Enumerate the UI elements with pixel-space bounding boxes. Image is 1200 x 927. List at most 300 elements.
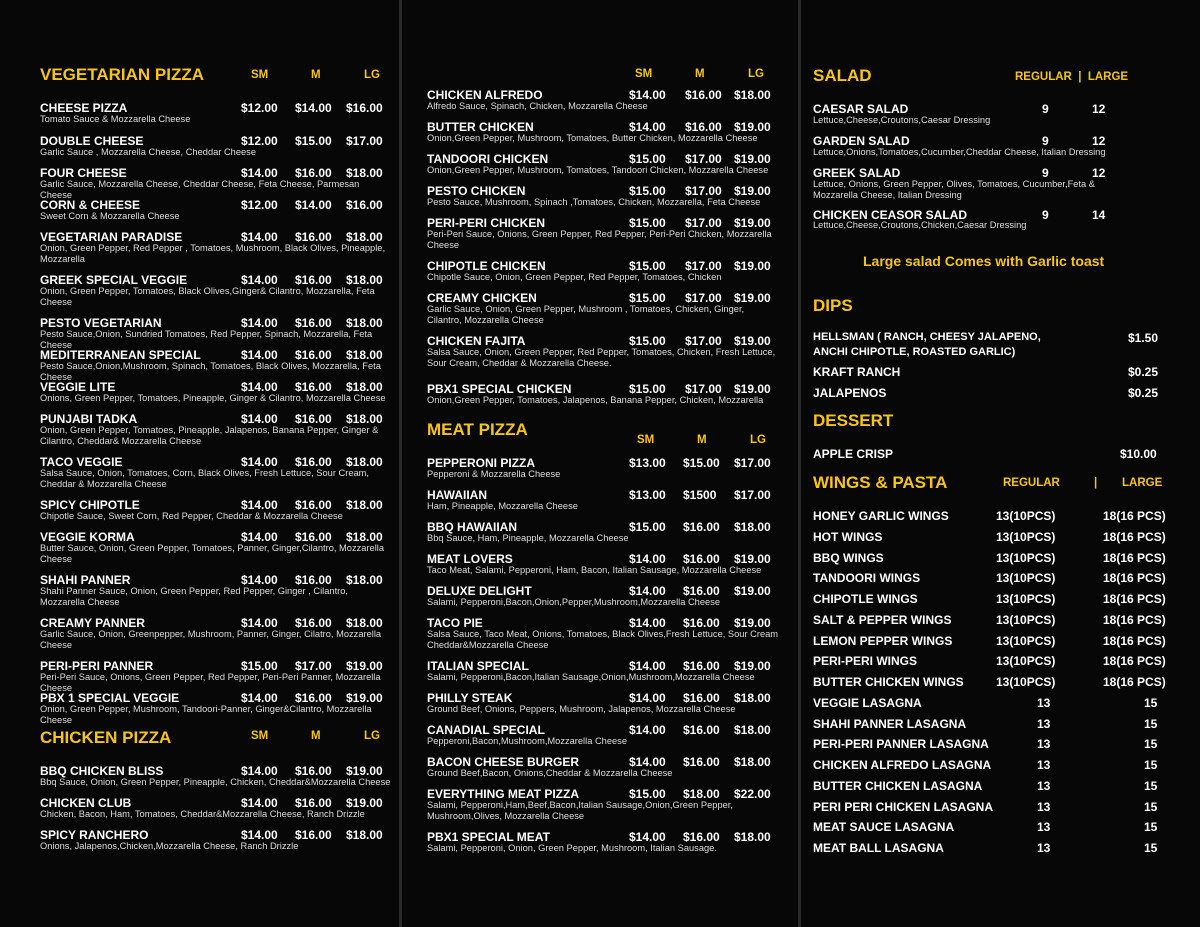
menu-item-name: PERI-PERI PANNER [40, 659, 154, 673]
menu-item-description: Garlic Sauce, Onion, Greenpepper, Mushroom, Panner, Ginger, Cilatro, Mozzarella Cheese [40, 629, 382, 650]
menu-item-price: 18(16 PCS) [1103, 675, 1166, 689]
menu-item-price: 13(10PCS) [996, 509, 1056, 523]
menu-item-price: $13.00 [629, 456, 666, 470]
menu-item-price: $18.00 [346, 230, 383, 244]
panel-middle [402, 0, 798, 927]
menu-item-name: CHICKEN FAJITA [427, 334, 526, 348]
menu-item-price: 15 [1144, 695, 1158, 710]
menu-item-description: Onions, Jalapenos,Chicken,Mozzarella Cheese, Ranch Drizzle [40, 841, 299, 851]
menu-item-price: $15.00 [629, 520, 666, 534]
menu-item-name: MEDITERRANEAN SPECIAL [40, 348, 201, 362]
menu-item-price: $19.00 [734, 616, 771, 630]
salad-note: Large salad Comes with Garlic toast [863, 253, 1105, 269]
menu-item-price: $16.00 [295, 273, 332, 287]
menu-item-price: 13(10PCS) [996, 550, 1056, 565]
menu-item-description: Lettuce,Cheese,Croutons,Caesar Dressing [813, 115, 991, 125]
menu-item-price: $14.00 [241, 796, 278, 810]
menu-item-price: $19.00 [734, 259, 771, 273]
menu-item-price: $16.00 [683, 659, 720, 673]
menu-item-price: $16.00 [683, 552, 720, 566]
menu-item-price: $18.00 [346, 573, 383, 587]
menu-item-name: PHILLY STEAK [427, 691, 513, 705]
menu-item-price: $18.00 [346, 316, 383, 330]
menu-item-description: Ground Beef, Onions, Peppers, Mushroom, Jalapenos, Mozzarella Cheese [427, 704, 736, 714]
menu-item-name: CORN & CHEESE [40, 198, 141, 212]
menu-item-name: CHICKEN CLUB [40, 796, 132, 810]
menu-item-price: $14.00 [241, 530, 278, 544]
menu-item-price: $19.00 [734, 334, 771, 348]
menu-item-price: $16.00 [683, 584, 720, 598]
menu-item-name: GARDEN SALAD [813, 134, 910, 148]
menu-item-price: $16.00 [683, 616, 720, 630]
column-header: SM [251, 69, 269, 81]
menu-item-price: $16.00 [295, 828, 332, 842]
menu-item-price: 13 [1037, 778, 1051, 793]
menu-item-price: $16.00 [295, 380, 332, 394]
menu-item-name: BUTTER CHICKEN LASAGNA [813, 778, 983, 793]
menu-item-price: $12.00 [241, 198, 278, 212]
section-title: DIPS [813, 296, 853, 315]
column-header: M [311, 730, 321, 742]
menu-item-description: Garlic Sauce, Onion, Green Pepper, Mushroom , Tomatoes, Chicken, Ginger, Cilantro, Mozzarella Cheese [427, 304, 745, 325]
menu-item-name: DOUBLE CHEESE [40, 134, 144, 148]
menu-item-name: MEAT SAUCE LASAGNA [813, 820, 955, 835]
menu-item-price: $18.00 [734, 723, 771, 737]
menu-item-price: $17.00 [685, 291, 722, 305]
menu-item-description: Taco Meat, Salami, Pepperoni, Ham, Bacon, Italian Sausage, Mozzarella Cheese [427, 565, 762, 575]
menu-item-description: Pesto Sauce, Mushroom, Spinach ,Tomatoes, Chicken, Mozzarella, Feta Cheese [427, 197, 761, 207]
menu-item-price: $15.00 [683, 456, 720, 470]
menu-item-price: $14.00 [629, 691, 666, 705]
menu-item-price: $16.00 [685, 120, 722, 134]
menu-item-price: 18(16 PCS) [1103, 612, 1166, 627]
menu-item-price: 13 [1037, 820, 1051, 835]
menu-item-name: ITALIAN SPECIAL [427, 659, 529, 673]
menu-item-description: Salami, Pepperoni, Onion, Green Pepper, Mushroom, Italian Sausage. [427, 843, 717, 853]
menu-item-price: $18.00 [346, 455, 383, 469]
menu-item-name: SPICY CHIPOTLE [40, 498, 140, 512]
menu-item-price: $16.00 [295, 316, 332, 330]
menu-item-name: PERI PERI CHICKEN LASAGNA [813, 799, 994, 814]
menu-item-price: $17.00 [295, 659, 332, 673]
menu-item-price: $17.00 [685, 259, 722, 273]
menu-item-description: Peri-Peri Sauce, Onions, Green Pepper, Red Pepper, Peri-Peri Panner, Mozzarella Cheese [40, 672, 381, 693]
menu-item-price: $18.00 [346, 273, 383, 287]
menu-item-price: $10.00 [1120, 447, 1157, 461]
menu-item-price: $16.00 [295, 230, 332, 244]
menu-item-name: CANADIAL SPECIAL [427, 723, 545, 737]
menu-item-name: BBQ WINGS [813, 550, 884, 565]
menu-item-description: Salsa Sauce, Onion, Green Pepper, Red Pepper, Tomatoes, Chicken, Fresh Lettuce, Sour Cream, Cheddar & Mozzarella Cheese. [427, 347, 776, 368]
menu-item-price: 13(10PCS) [996, 529, 1056, 544]
menu-item-description: Bbq Sauce, Onion, Green Pepper, Pineapple, Chicken, Cheddar&Mozzarella Cheese [40, 777, 391, 787]
menu-item-price: $14.00 [241, 348, 278, 362]
menu-item-description: Salsa Sauce, Taco Meat, Onions, Tomatoes, Black Olives,Fresh Lettuce, Sour Cream Cheddar&Mozzarella Cheese [427, 629, 779, 650]
menu-item-price: 15 [1144, 758, 1158, 772]
menu-item-description: Onion,Green Pepper, Tomatoes, Jalapenos, Banana Pepper, Chicken, Mozzarella [427, 395, 764, 405]
menu-item-description: Salami, Pepperoni,Ham,Beef,Bacon,Italian Sausage,Onion,Green Pepper, Mushroom,Olives, Mozzarella Cheese [427, 800, 733, 821]
section-title: DESSERT [813, 411, 894, 430]
menu-item-price: $17.00 [685, 152, 722, 166]
menu-item-price: $14.00 [241, 273, 278, 287]
menu-item-price: $18.00 [346, 166, 383, 180]
menu-item-description: Chipotle Sauce, Onion, Green Pepper, Red Pepper, Tomatoes, Chicken [427, 272, 722, 282]
menu-item-description: Pesto Sauce,Onion, Sundried Tomatoes, Red Pepper, Spinach, Mozzarella, Feta Cheese [40, 329, 373, 350]
menu-item-price: $16.00 [295, 498, 332, 512]
menu-item-description: Peri-Peri Sauce, Onions, Green Pepper, Red Pepper, Peri-Peri Chicken, Mozzarella Cheese [427, 229, 772, 250]
menu-item-price: $14.00 [629, 120, 666, 134]
menu-item-price: $19.00 [734, 291, 771, 305]
menu-item-description: Chipotle Sauce, Sweet Corn, Red Pepper, Cheddar & Mozzarella Cheese [40, 511, 343, 521]
menu-item-price: $19.00 [734, 659, 771, 673]
menu-item-price: $17.00 [685, 382, 722, 396]
menu-item-description: Onions, Green Pepper, Tomatoes, Pineapple, Ginger & Cilantro, Mozzarella Cheese [40, 393, 386, 403]
menu-item-price: 13 [1037, 737, 1051, 752]
menu-item-price: 18(16 PCS) [1103, 550, 1166, 565]
menu-item-price: $17.00 [734, 456, 771, 470]
menu-item-price: $18.00 [734, 691, 771, 705]
menu-item-description: Lettuce,Onions,Tomatoes,Cucumber,Cheddar Cheese, Italian Dressing [813, 147, 1106, 157]
menu-item-name: TANDOORI CHICKEN [427, 152, 549, 166]
menu-item-description: Onion, Green Pepper, Red Pepper , Tomatoes, Mushroom, Black Olives, Pineapple, Mozzarella [40, 243, 386, 264]
menu-item-price: $14.00 [241, 230, 278, 244]
menu-item-price: $16.00 [295, 573, 332, 587]
menu-item-price: 13(10PCS) [996, 675, 1056, 689]
column-header: REGULAR | LARGE [1015, 71, 1129, 83]
menu-item-price: 9 [1042, 166, 1049, 180]
menu-item-price: $1.50 [1128, 331, 1159, 345]
column-header: SM [251, 730, 269, 742]
menu-item-name: PESTO CHICKEN [427, 184, 526, 198]
menu-item-price: 18(16 PCS) [1103, 592, 1166, 606]
menu-item-price: $19.00 [734, 552, 771, 566]
menu-item-name: TACO VEGGIE [40, 455, 123, 469]
menu-item-name: ANCHI CHIPOTLE, ROASTED GARLIC) [813, 346, 1016, 358]
menu-item-price: 13(10PCS) [996, 612, 1056, 627]
menu-item-name: PERI-PERI PANNER LASAGNA [813, 737, 989, 752]
menu-item-name: VEGGIE LASAGNA [813, 695, 922, 710]
menu-item-description: Alfredo Sauce, Spinach, Chicken, Mozzarella Cheese [427, 101, 648, 111]
menu-item-price: 14 [1092, 208, 1106, 222]
menu-item-price: $15.00 [241, 659, 278, 673]
menu-item-name: BBQ CHICKEN BLISS [40, 764, 164, 778]
menu-item-price: $17.00 [734, 488, 771, 502]
column-header: SM [637, 434, 655, 446]
menu-item-price: 13(10PCS) [996, 633, 1056, 648]
menu-item-name: CHICKEN CEASOR SALAD [813, 208, 968, 222]
menu-item-price: $14.00 [629, 584, 666, 598]
menu-item-name: CHIPOTLE CHICKEN [427, 259, 546, 273]
menu-item-description: Pesto Sauce,Onion,Mushroom, Spinach, Tomatoes, Black Olives, Mozzarella, Feta Cheese [40, 361, 381, 382]
menu-item-description: Salami, Pepperoni,Bacon,Italian Sausage,Onion,Mushroom,Mozzarella Cheese [427, 672, 755, 682]
menu-item-description: Chicken, Bacon, Ham, Tomatoes, Cheddar&Mozzarella Cheese, Ranch Drizzle [40, 809, 365, 819]
menu-item-description: Pepperoni,Bacon,Mushroom,Mozzarella Cheese [427, 736, 627, 746]
menu-item-name: BUTTER CHICKEN WINGS [813, 675, 964, 689]
menu-item-name: PBX1 SPECIAL MEAT [427, 830, 550, 844]
menu-item-description: Onion, Green Pepper, Tomatoes, Black Olives,Ginger& Cilantro, Mozzarella, Feta Cheese [40, 286, 375, 307]
menu-item-description: Pepperoni & Mozzarella Cheese [427, 469, 561, 479]
column-header: | [1094, 477, 1098, 489]
section-title: MEAT PIZZA [427, 420, 528, 439]
menu-item-name: SALT & PEPPER WINGS [813, 612, 952, 627]
menu-item-price: 13 [1037, 716, 1051, 731]
menu-item-description: Lettuce,Cheese,Croutons,Chicken,Caesar Dressing [813, 220, 1027, 230]
menu-item-price: 15 [1144, 737, 1158, 752]
menu-item-price: $14.00 [629, 88, 666, 102]
menu-item-price: 15 [1144, 778, 1158, 793]
menu-item-price: $0.25 [1128, 386, 1159, 400]
menu-item-price: $19.00 [346, 691, 383, 705]
menu-item-price: 18(16 PCS) [1103, 633, 1166, 648]
menu-item-price: 18(16 PCS) [1103, 509, 1166, 523]
menu-item-name: SHAHI PANNER LASAGNA [813, 716, 967, 731]
menu-item-description: Ground Beef,Bacon, Onions,Cheddar & Mozzarella Cheese [427, 768, 673, 778]
menu-item-price: $18.00 [346, 380, 383, 394]
column-header: LG [364, 69, 380, 81]
menu-item-price: $19.00 [734, 184, 771, 198]
section-title: VEGETARIAN PIZZA [40, 65, 205, 84]
menu-item-price: $16.00 [346, 198, 383, 212]
menu-item-description: Salami, Pepperoni,Bacon,Onion,Pepper,Mushroom,Mozzarella Cheese [427, 597, 721, 607]
menu-item-price: 18(16 PCS) [1103, 654, 1166, 669]
menu-item-description: Onion,Green Pepper, Mushroom, Tomatoes, Butter Chicken, Mozzarella Cheese [427, 133, 758, 143]
menu-item-price: $19.00 [734, 382, 771, 396]
panel-left [0, 0, 399, 927]
menu-item-name: CHIPOTLE WINGS [813, 592, 918, 606]
menu-item-price: $15.00 [629, 334, 666, 348]
menu-item-price: $14.00 [241, 828, 278, 842]
menu-item-price: $14.00 [241, 764, 278, 778]
menu-item-price: 9 [1042, 208, 1049, 222]
column-header: LARGE [1122, 477, 1163, 489]
menu-item-price: 12 [1092, 134, 1106, 148]
menu-item-price: 13 [1037, 758, 1051, 772]
menu-item-price: $12.00 [241, 101, 278, 115]
menu-item-name: BUTTER CHICKEN [427, 120, 534, 134]
menu-item-price: $16.00 [295, 796, 332, 810]
column-header: LG [748, 68, 764, 80]
menu-item-price: $18.00 [734, 755, 771, 769]
menu-item-price: $17.00 [685, 184, 722, 198]
menu-item-price: $18.00 [734, 520, 771, 534]
menu-item-description: Sweet Corn & Mozzarella Cheese [40, 211, 180, 221]
menu-item-price: $18.00 [346, 412, 383, 426]
menu-item-name: CREAMY CHICKEN [427, 291, 537, 305]
menu-item-price: $18.00 [683, 787, 720, 801]
menu-item-price: 13(10PCS) [996, 654, 1056, 669]
menu-item-name: CHICKEN ALFREDO [427, 88, 543, 102]
menu-item-name: VEGGIE LITE [40, 380, 116, 394]
menu-item-name: HAWAIIAN [427, 488, 487, 502]
menu-item-description: Ham, Pineapple, Mozzarella Cheese [427, 501, 578, 511]
menu-item-price: 12 [1092, 102, 1106, 116]
menu-item-price: $18.00 [346, 530, 383, 544]
menu-item-price: $16.00 [683, 723, 720, 737]
menu-item-price: $14.00 [241, 316, 278, 330]
menu-item-price: $15.00 [629, 184, 666, 198]
menu-item-price: $14.00 [241, 380, 278, 394]
menu-item-price: 9 [1042, 102, 1049, 116]
menu-item-name: JALAPENOS [813, 386, 887, 400]
menu-item-price: $17.00 [685, 216, 722, 230]
menu-item-price: $16.00 [683, 691, 720, 705]
menu-item-price: $16.00 [295, 166, 332, 180]
menu-item-price: $15.00 [629, 216, 666, 230]
column-header: M [697, 434, 707, 446]
menu-item-price: $16.00 [295, 348, 332, 362]
menu-item-price: $13.00 [629, 488, 666, 502]
menu-item-price: $0.25 [1128, 365, 1159, 379]
menu-item-description: Bbq Sauce, Ham, Pineapple, Mozzarella Cheese [427, 533, 629, 543]
menu-item-price: 15 [1144, 841, 1158, 855]
menu-item-name: CHICKEN ALFREDO LASAGNA [813, 758, 992, 772]
menu-item-price: $18.00 [346, 616, 383, 630]
menu-item-price: $14.00 [241, 498, 278, 512]
menu-item-price: $14.00 [629, 755, 666, 769]
menu-item-name: BACON CHEESE BURGER [427, 755, 580, 769]
menu-item-price: $15.00 [629, 291, 666, 305]
menu-item-name: GREEK SPECIAL VEGGIE [40, 273, 188, 287]
menu-item-price: $22.00 [734, 787, 771, 801]
menu-item-price: $17.00 [346, 134, 383, 148]
menu-item-price: $19.00 [346, 764, 383, 778]
menu-item-price: 13(10PCS) [996, 592, 1056, 606]
menu-item-price: $16.00 [295, 764, 332, 778]
menu-item-price: $16.00 [295, 691, 332, 705]
menu-item-price: $16.00 [295, 616, 332, 630]
menu-item-price: $14.00 [629, 659, 666, 673]
menu-item-description: Onion,Green Pepper, Mushroom, Tomatoes, Tandoori Chicken, Mozzarella Cheese [427, 165, 769, 175]
menu-item-price: $16.00 [295, 412, 332, 426]
menu-item-price: $16.00 [683, 830, 720, 844]
menu-item-price: $14.00 [629, 723, 666, 737]
menu-item-name: PESTO VEGETARIAN [40, 316, 162, 330]
menu-item-price: 15 [1144, 820, 1158, 835]
menu-item-description: Garlic Sauce , Mozzarella Cheese, Cheddar Cheese [40, 147, 257, 157]
menu-item-name: TANDOORI WINGS [813, 571, 921, 586]
menu-item-price: 15 [1144, 716, 1158, 731]
menu-item-price: $14.00 [241, 616, 278, 630]
menu-item-description: Garlic Sauce, Mozzarella Cheese, Cheddar Cheese, Feta Cheese, Parmesan Cheese [40, 179, 360, 200]
section-title: SALAD [813, 66, 872, 85]
menu-item-description: Onion, Green Pepper, Mushroom, Tandoori-Panner, Ginger&Cilantro, Mozzarella Cheese [40, 704, 372, 725]
menu-item-price: $14.00 [241, 573, 278, 587]
menu-item-name: SPICY RANCHERO [40, 828, 149, 842]
menu-item-description: Shahi Panner Sauce, Onion, Green Pepper, Red Pepper, Ginger , Cilantro, Mozzarella Cheese [40, 586, 349, 607]
menu-item-price: 13(10PCS) [996, 571, 1056, 586]
menu-item-name: PERI-PERI WINGS [813, 654, 918, 669]
menu-item-price: $14.00 [295, 101, 332, 115]
menu-item-name: PERI-PERI CHICKEN [427, 216, 546, 230]
menu-item-price: $16.00 [295, 455, 332, 469]
menu-item-price: $16.00 [685, 88, 722, 102]
menu-item-description: Onion, Green Pepper, Tomatoes, Pineapple, Jalapenos, Banana Pepper, Ginger & Cilantro, Cheddar& Mozzarella Cheese [40, 425, 379, 446]
menu-item-name: DELUXE DELIGHT [427, 584, 532, 598]
menu-item-price: 18(16 PCS) [1103, 571, 1166, 586]
menu-item-price: $14.00 [241, 412, 278, 426]
section-title: WINGS & PASTA [813, 473, 948, 492]
menu-item-description: Tomato Sauce & Mozzarella Cheese [40, 114, 191, 124]
menu-item-name: PBX1 SPECIAL CHICKEN [427, 382, 572, 396]
menu-item-price: $19.00 [734, 216, 771, 230]
menu-item-price: 12 [1092, 166, 1106, 180]
menu-item-name: HONEY GARLIC WINGS [813, 509, 949, 523]
menu-item-price: $19.00 [734, 584, 771, 598]
menu-item-price: $14.00 [629, 830, 666, 844]
column-header: M [695, 68, 705, 80]
column-header: LG [750, 434, 766, 446]
menu-item-price: $18.00 [346, 348, 383, 362]
menu-item-price: 9 [1042, 134, 1049, 148]
menu-item-price: $15.00 [629, 152, 666, 166]
menu-item-name: APPLE CRISP [813, 447, 894, 461]
menu-item-description: Salsa Sauce, Onion, Tomatoes, Corn, Black Olives, Fresh Lettuce, Sour Cream, Cheddar & Mozzarella Cheese [40, 468, 369, 489]
menu-item-price: $14.00 [295, 198, 332, 212]
menu-item-name: VEGETARIAN PARADISE [40, 230, 183, 244]
menu-item-price: $19.00 [734, 120, 771, 134]
menu-item-price: $19.00 [346, 796, 383, 810]
column-header: LG [364, 730, 380, 742]
column-header: SM [635, 68, 653, 80]
menu-item-name: BBQ HAWAIIAN [427, 520, 517, 534]
menu-item-name: MEAT BALL LASAGNA [813, 841, 944, 855]
menu-item-price: $1500 [683, 488, 717, 502]
menu-item-price: 13 [1037, 841, 1051, 855]
menu-item-name: KRAFT RANCH [813, 365, 901, 379]
menu-item-price: $12.00 [241, 134, 278, 148]
menu-item-price: 15 [1144, 799, 1158, 814]
menu-item-price: $16.00 [295, 530, 332, 544]
menu-item-price: 13 [1037, 799, 1051, 814]
panel-right [801, 0, 1200, 927]
menu-item-name: MEAT LOVERS [427, 552, 513, 566]
menu-item-price: $18.00 [346, 828, 383, 842]
menu-item-price: 13 [1037, 695, 1051, 710]
column-header: M [311, 69, 321, 81]
menu-item-name: HOT WINGS [813, 529, 883, 544]
menu-item-price: $14.00 [629, 552, 666, 566]
menu-item-price: $14.00 [629, 616, 666, 630]
menu-item-price: $18.00 [734, 88, 771, 102]
menu-item-name: VEGGIE KORMA [40, 530, 135, 544]
menu-item-price: $18.00 [346, 498, 383, 512]
menu-item-price: $14.00 [241, 166, 278, 180]
menu-item-price: $16.00 [683, 755, 720, 769]
menu-item-name: PBX 1 SPECIAL VEGGIE [40, 691, 180, 705]
menu-item-price: $15.00 [629, 259, 666, 273]
menu-item-price: $17.00 [685, 334, 722, 348]
menu-item-price: 18(16 PCS) [1103, 529, 1166, 544]
menu-item-price: $19.00 [346, 659, 383, 673]
menu-item-name: SHAHI PANNER [40, 573, 131, 587]
menu-item-name: CAESAR SALAD [813, 102, 909, 116]
menu-item-name: PUNJABI TADKA [40, 412, 138, 426]
menu-item-price: $16.00 [346, 101, 383, 115]
menu-item-description: Lettuce, Onions, Green Pepper, Olives, Tomatoes, Cucumber,Feta & Mozzarella Cheese, Italian Dressing [813, 179, 1095, 200]
menu-item-description: Butter Sauce, Onion, Green Pepper, Tomatoes, Panner, Ginger,Cilantro, Mozzarella Cheese [40, 543, 385, 564]
menu-item-name: FOUR CHEESE [40, 166, 127, 180]
menu-item-price: $15.00 [629, 787, 666, 801]
menu-item-price: $18.00 [734, 830, 771, 844]
menu-item-price: $14.00 [241, 455, 278, 469]
menu-item-name: CREAMY PANNER [40, 616, 145, 630]
menu-item-price: $19.00 [734, 152, 771, 166]
menu-item-price: $15.00 [629, 382, 666, 396]
section-title: CHICKEN PIZZA [40, 728, 172, 747]
menu-item-name: LEMON PEPPER WINGS [813, 633, 953, 648]
menu-item-name: PEPPERONI PIZZA [427, 456, 536, 470]
column-header: REGULAR [1003, 477, 1060, 489]
